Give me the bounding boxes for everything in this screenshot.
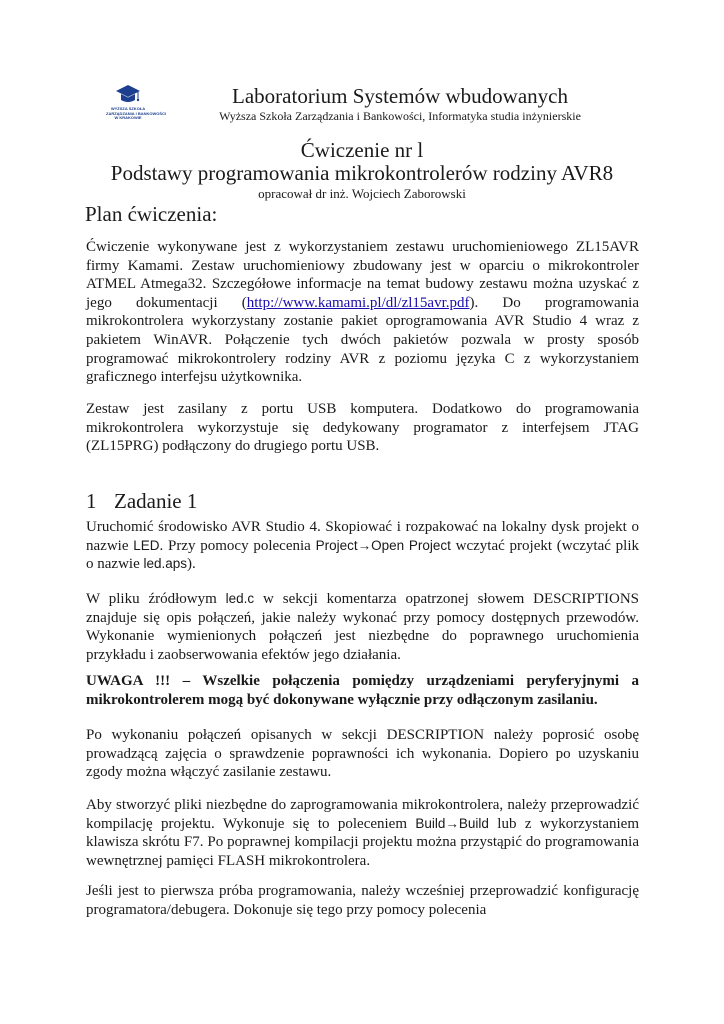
paragraph-text: ). Do programowania mikrokontrolera wykorzystany zostanie pakiet oprogramowania AVR Studio 4 wraz z pakietem WinAVR. Połączenie tych dwóch pakietów pozwala w prosty sposób programować mikrokontrolery rodziny AVR z poziomu języka C z wykorzystaniem graficznego interfejsu użytkownika. xyxy=(86,294,639,386)
paragraph-text: . Przy pomocy polecenia xyxy=(159,537,316,554)
project-name: LED xyxy=(133,537,160,553)
task-paragraph-2 xyxy=(86,590,639,664)
logo-line: ZARZĄDZANIA I BANKOWOŚCI xyxy=(106,110,167,116)
paragraph-text: lub z wykorzystaniem klawisza skrótu F7. Po poprawnej kompilacji projektu można przystąpić do programowania wewnętrznej pamięci FLASH mikrokontrolera. xyxy=(86,815,639,869)
task-paragraph-5: Jeśli jest to pierwsza próba programowania, należy wcześniej przeprowadzić konfigurację programatora/debugera. Dokonuje się tego przy pomocy polecenia xyxy=(86,883,639,918)
plan-heading: Plan ćwiczenia: xyxy=(85,202,218,226)
paragraph-text: W pliku źródłowym xyxy=(86,591,226,607)
paragraph-text: Uruchomić środowisko AVR Studio 4. Skopiować i rozpakować na lokalny dysk projekt o nazwie xyxy=(86,519,639,554)
header-subtitle: Wyższa Szkoła Zarządzania i Bankowości, Informatyka studia inżynierskie xyxy=(219,109,581,123)
logo-text xyxy=(106,106,167,121)
plan-paragraph-2: Zestaw jest zasilany z portu USB komputera. Dodatkowo do programowania mikrokontrolera wykorzystuje się dedykowany programator z interfejsem JTAG (ZL15PRG) podłączony do drugiego portu USB. xyxy=(86,401,639,455)
task-paragraph-3: Po wykonaniu połączeń opisanych w sekcji DESCRIPTION należy poprosić osobę prowadzącą zajęcia o sprawdzenie poprawności ich wykonania. Dopiero po uzyskaniu zgody można włączyć zasilanie zestawu. xyxy=(86,727,639,781)
file-name: led.c xyxy=(225,591,255,606)
exercise-number: Ćwiczenie nr l xyxy=(300,138,424,162)
logo-line: W KRAKOWIE xyxy=(114,115,142,120)
paragraph-text: w sekcji komentarza opatrzonej słowem DESCRIPTIONS znajduje się opis połączeń, jakie należy wykonać przy pomocy dostępnych przewodów. Wykonanie wymienionych połączeń jest niezbędne do poprawnego uruchomienia przykładu i zaobserwowania efektów jego działania. xyxy=(86,591,639,663)
university-logo xyxy=(106,84,167,124)
file-name: led.aps xyxy=(143,556,188,572)
section-heading xyxy=(86,488,197,514)
plan-paragraph-1 xyxy=(86,238,639,387)
paragraph-text: ). xyxy=(187,556,196,573)
section-title: Zadanie 1 xyxy=(114,489,198,513)
task-paragraph-1 xyxy=(86,518,639,574)
documentation-link[interactable]: http://www.kamami.pl/dl/zl15avr.pdf xyxy=(246,294,470,311)
section-number: 1 xyxy=(86,489,97,513)
menu-command: Project→Open Project xyxy=(315,537,451,553)
header-title: Laboratorium Systemów wbudowanych xyxy=(232,84,568,108)
author-line: opracował dr inż. Wojciech Zaborowski xyxy=(258,186,466,201)
warning-paragraph xyxy=(86,672,639,709)
warning-text: UWAGA !!! – Wszelkie połączenia pomiędzy urządzeniami peryferyjnymi a mikrokontrolerem mogą być dokonywane wyłącznie przy odłączonym zasilaniu. xyxy=(86,673,639,708)
paragraph-text: wczytać projekt (wczytać plik o nazwie xyxy=(86,537,639,573)
exercise-title: Podstawy programowania mikrokontrolerów rodziny AVR8 xyxy=(110,161,614,185)
logo-line: WYŻSZA SZKOŁA xyxy=(110,106,146,111)
menu-command: Build→Build xyxy=(415,815,489,831)
task-paragraph-4 xyxy=(86,796,639,870)
paragraph-text: Ćwiczenie wykonywane jest z wykorzystaniem zestawu uruchomieniowego ZL15AVR firmy Kamami. Zestaw uruchomieniowy zbudowany jest w oparciu o mikrokontroler ATMEL Atmega32. Szczegółowe informacje na temat budowy zestawu można uzyskać z jego dokumentacji ( xyxy=(86,239,639,311)
graduation-cap-icon xyxy=(115,84,141,106)
paragraph-text: Aby stworzyć pliki niezbędne do zaprogramowania mikrokontrolera, należy przeprowadzić kompilację projektu. Wykonuje się to poleceniem xyxy=(86,797,639,832)
